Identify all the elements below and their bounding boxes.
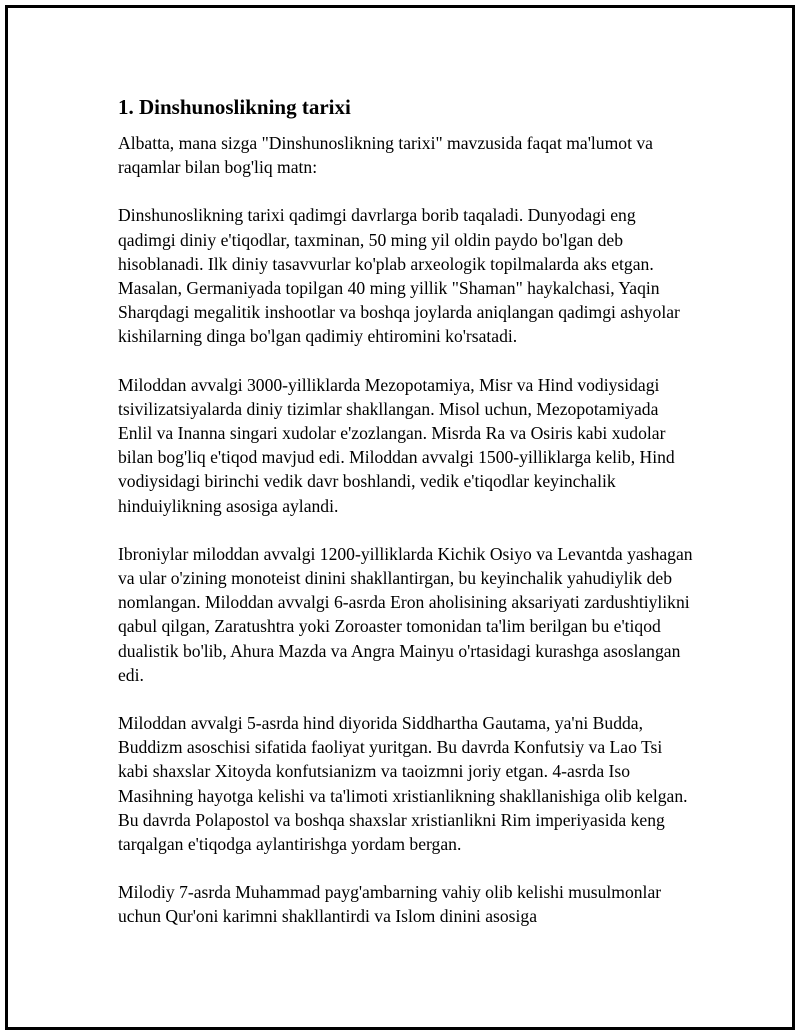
section-heading: 1. Dinshunoslikning tarixi	[118, 95, 351, 119]
paragraph-origins: Dinshunoslikning tarixi qadimgi davrlarga borib taqaladi. Dunyodagi eng qadimgi diniy e'tiqodlar, taxminan, 50 ming yil oldin paydo bo'lgan deb hisoblanadi. Ilk diniy tasavvurlar ko'plab arxeologik topilmalarda aks etgan. Masalan, Germaniyada topilgan 40 ming yillik "Shaman" haykalchasi, Yaqin Sharqdagi megalitik inshootlar va boshqa joylarda aniqlangan qadimgi ashyolar kishilarning dinga bo'lgan qadimiy ehtiromini ko'rsatadi.	[118, 205, 680, 347]
paragraph-ancient-civilizations: Miloddan avvalgi 3000-yilliklarda Mezopotamiya, Misr va Hind vodiysidagi tsivilizatsiyalarda diniy tizimlar shakllangan. Misol uchun, Mezopotamiyada Enlil va Inanna singari xudolar e'zozlangan. Misrda Ra va Osiris kabi xudolar bilan bog'liq e'tiqod mavjud edi. Miloddan avvalgi 1500-yilliklarga kelib, Hind vodiysidagi birinchi vedik davr boshlandi, vedik e'tiqodlar keyinchalik hinduiylikning asosiga aylandi.	[118, 374, 675, 516]
paragraph-intro: Albatta, mana sizga "Dinshunoslikning tarixi" mavzusida faqat ma'lumot va raqamlar bilan bog'liq matn:	[118, 133, 653, 178]
paragraph-judaism-zoroastrianism: Ibroniylar miloddan avvalgi 1200-yilliklarda Kichik Osiyo va Levantda yashagan va ular o'zining monoteist dinini shakllantirgan, bu keyinchalik yahudiylik deb nomlangan. Miloddan avvalgi 6-asrda Eron aholisining aksariyati zardushtiylikni qabul qilgan, Zaratushtra yoki Zoroaster tomonidan ta'lim berilgan bu e'tiqod dualistik bo'lib, Ahura Mazda va Angra Mainyu o'rtasidagi kurashga asoslangan edi.	[118, 543, 693, 685]
document-body	[118, 93, 696, 953]
paragraph-islam: Milodiy 7-asrda Muhammad payg'ambarning vahiy olib kelishi musulmonlar uchun Qur'oni karimni shakllantirdi va Islom dinini asosiga	[118, 882, 662, 927]
paragraph-buddhism-christianity: Miloddan avvalgi 5-asrda hind diyorida Siddhartha Gautama, ya'ni Budda, Buddizm asoschisi sifatida faoliyat yuritgan. Bu davrda Konfutsiy va Lao Tsi kabi shaxslar Xitoyda konfutsianizm va taoizmni joriy etgan. 4-asrda Iso Masihning hayotga kelishi va ta'limoti xristianlikning shakllanishiga olib kelgan. Bu davrda Polapostol va boshqa shaxslar xristianlikni Rim imperiyasida keng tarqalgan e'tiqodga aylantirishga yordam bergan.	[118, 713, 688, 855]
